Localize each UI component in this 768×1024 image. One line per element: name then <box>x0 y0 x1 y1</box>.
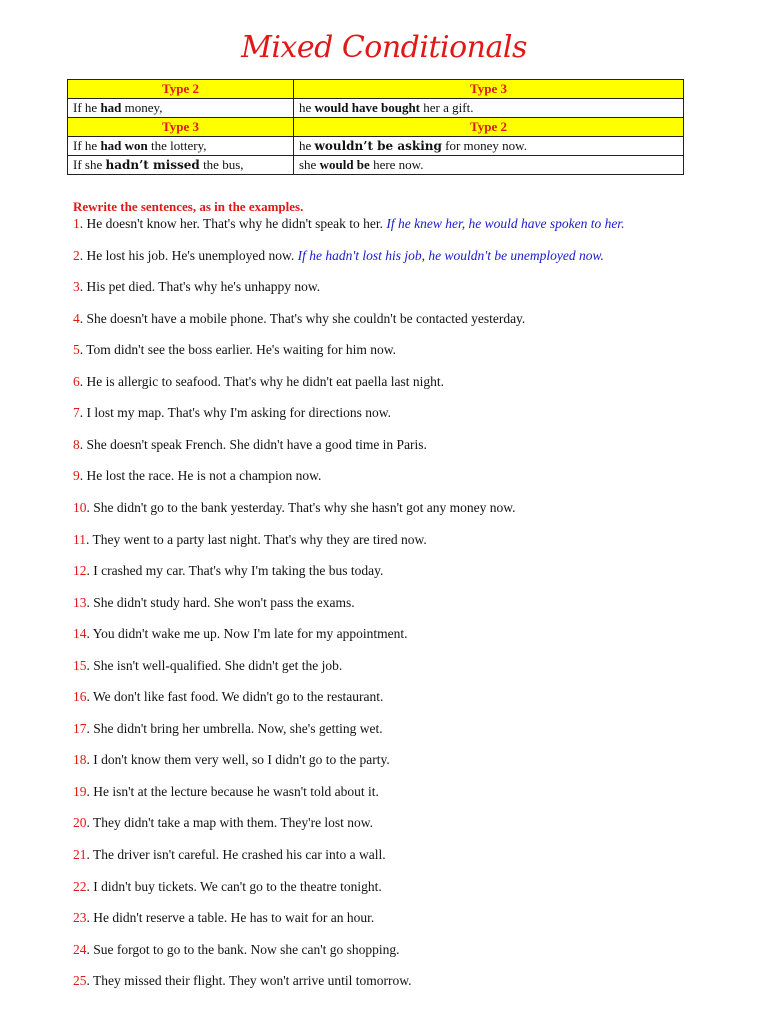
item-sentence: We don't like fast food. We didn't go to the restaurant. <box>89 689 384 705</box>
item-number: 10 <box>73 499 87 515</box>
item-sentence: I crashed my car. That's why I'm taking the bus today. <box>89 563 384 579</box>
item-sentence: He doesn't know her. That's why he didn't speak to her. <box>83 216 387 231</box>
cell-text: money, <box>121 100 163 115</box>
item-sentence: He didn't reserve a table. He has to wait for an hour. <box>89 910 375 926</box>
item-sentence: They went to a party last night. That's why they are tired now. <box>89 531 427 547</box>
item-sentence: His pet died. That's why he's unhappy now. <box>83 279 321 295</box>
item-number-dot: . <box>86 847 90 862</box>
item-number: 6 <box>73 373 80 389</box>
item-sentence: They missed their flight. They won't arrive until tomorrow. <box>89 973 412 989</box>
table-cell <box>68 137 294 156</box>
item-sentence: She didn't go to the bank yesterday. That's why she hasn't got any money now. <box>89 499 516 515</box>
table-cell: Type 3 <box>294 80 684 99</box>
item-number-dot: . <box>86 878 90 894</box>
item-number-dot: . <box>79 310 84 326</box>
item-sentence: She didn't bring her umbrella. Now, she's getting wet. <box>89 720 383 736</box>
item-number: 24 <box>73 941 87 957</box>
item-number: 7 <box>73 405 80 421</box>
item-sentence: Sue forgot to go to the bank. Now she can't go shopping. <box>89 941 400 957</box>
exercise-item <box>73 563 383 579</box>
item-number: 20 <box>73 815 87 831</box>
table-cell <box>294 99 684 118</box>
item-number: 13 <box>73 594 87 610</box>
item-sentence: She didn't study hard. She won't pass the exams. <box>89 594 355 610</box>
item-number-dot: . <box>79 216 84 231</box>
item-number: 12 <box>73 563 87 579</box>
cell-text: for money now. <box>441 138 527 153</box>
item-number-dot: . <box>86 973 90 989</box>
exercise-item <box>73 279 320 295</box>
item-number: 3 <box>73 279 80 295</box>
item-number: 1 <box>73 216 80 231</box>
item-sentence: She doesn't speak French. She didn't have a good time in Paris. <box>83 436 427 452</box>
exercise-item <box>73 689 383 705</box>
item-number: 22 <box>73 878 87 894</box>
cell-text: the lottery, <box>147 138 207 153</box>
item-number-dot: . <box>86 594 90 610</box>
cell-bold-text: had <box>100 100 122 115</box>
exercise-item <box>73 405 391 421</box>
item-sentence: She doesn't have a mobile phone. That's why she couldn't be contacted yesterday. <box>83 310 526 326</box>
item-number-dot: . <box>86 941 90 957</box>
exercise-item <box>73 721 383 737</box>
item-number-dot: . <box>79 468 84 484</box>
item-sentence: You didn't wake me up. Now I'm late for my appointment. <box>89 626 408 642</box>
exercise-item <box>73 342 396 358</box>
page-title: Mixed Conditionals <box>241 30 527 65</box>
item-number-dot: . <box>86 910 90 926</box>
item-number: 4 <box>73 310 80 326</box>
item-sentence: I didn't buy tickets. We can't go to the theatre tonight. <box>89 878 382 894</box>
item-sentence: I don't know them very well, so I didn't go to the party. <box>89 752 390 768</box>
item-number: 18 <box>73 752 87 768</box>
cell-text: her a gift. <box>420 100 474 115</box>
item-number-dot: . <box>86 783 90 799</box>
cell-bold-text: wouldn’t be asking <box>314 139 442 153</box>
exercise-item <box>73 879 382 895</box>
item-number: 8 <box>73 436 80 452</box>
item-sentence: The driver isn't careful. He crashed his car into a wall. <box>89 847 386 862</box>
item-number: 14 <box>73 626 87 642</box>
item-sentence: They didn't take a map with them. They're lost now. <box>89 815 374 831</box>
item-number: 15 <box>73 657 87 673</box>
item-number: 16 <box>73 689 87 705</box>
cell-text: here now. <box>369 157 424 172</box>
table-header-row <box>68 80 684 99</box>
item-number: 25 <box>73 973 87 989</box>
item-sentence: He is allergic to seafood. That's why he didn't eat paella last night. <box>83 373 445 389</box>
table-cell <box>294 137 684 156</box>
exercise-item <box>73 784 379 800</box>
exercise-item <box>73 658 342 674</box>
table-row <box>68 137 684 156</box>
item-answer: If he hadn't lost his job, he wouldn't be unemployed now. <box>297 247 604 263</box>
cell-text: he <box>299 100 315 115</box>
item-number-dot: . <box>79 436 84 452</box>
item-number: 23 <box>73 910 87 926</box>
table-cell: Type 2 <box>294 118 684 137</box>
item-number-dot: . <box>86 815 90 831</box>
table-cell <box>68 99 294 118</box>
exercise-item <box>73 815 373 831</box>
instructions: Rewrite the sentences, as in the examples. <box>73 199 304 214</box>
table-cell <box>68 156 294 175</box>
item-number: 9 <box>73 468 80 484</box>
cell-text: she <box>299 157 320 172</box>
item-number-dot: . <box>79 342 84 358</box>
item-answer: If he knew her, he would have spoken to her. <box>386 216 625 231</box>
cell-text: If he <box>73 138 101 153</box>
cell-text: If she <box>73 157 106 172</box>
exercise-item <box>73 942 400 958</box>
item-number-dot: . <box>86 657 90 673</box>
table-row <box>68 156 684 175</box>
exercise-item <box>73 910 374 926</box>
item-number-dot: . <box>86 531 90 547</box>
exercise-item <box>73 311 525 327</box>
item-number-dot: . <box>79 279 84 295</box>
exercise-item <box>73 626 407 642</box>
exercise-item <box>73 248 604 264</box>
cell-text: the bus, <box>199 157 244 172</box>
exercise-item <box>73 374 444 390</box>
cell-text: If he <box>73 100 101 115</box>
table-cell: Type 2 <box>68 80 294 99</box>
exercise-item <box>73 847 386 863</box>
exercise-item <box>73 532 427 548</box>
conditionals-table <box>67 79 684 175</box>
exercise-item <box>73 752 390 768</box>
item-number-dot: . <box>86 626 90 642</box>
item-number-dot: . <box>86 689 90 705</box>
exercise-item <box>73 216 624 232</box>
item-number-dot: . <box>86 499 90 515</box>
exercise-item <box>73 973 412 989</box>
item-sentence: He lost his job. He's unemployed now. <box>83 247 298 263</box>
exercise-item <box>73 468 321 484</box>
exercise-item <box>73 595 355 611</box>
item-number: 5 <box>73 342 80 358</box>
cell-bold-text: would be <box>319 157 370 172</box>
cell-bold-text: hadn’t missed <box>105 158 200 172</box>
item-number-dot: . <box>79 405 84 421</box>
cell-text: he <box>299 138 315 153</box>
cell-bold-text: had won <box>100 138 148 153</box>
item-number-dot: . <box>79 373 84 389</box>
item-number: 19 <box>73 783 87 799</box>
item-number-dot: . <box>86 752 90 768</box>
item-sentence: Tom didn't see the boss earlier. He's waiting for him now. <box>83 342 396 358</box>
item-sentence: I lost my map. That's why I'm asking for directions now. <box>83 405 391 421</box>
table-cell: Type 3 <box>68 118 294 137</box>
item-sentence: She isn't well-qualified. She didn't get the job. <box>89 657 343 673</box>
table-row <box>68 99 684 118</box>
item-number: 11 <box>73 531 86 547</box>
item-number: 2 <box>73 247 80 263</box>
exercise-item <box>73 437 427 453</box>
table-cell <box>294 156 684 175</box>
table-header-row <box>68 118 684 137</box>
item-number-dot: . <box>86 563 90 579</box>
item-sentence: He isn't at the lecture because he wasn't told about it. <box>89 783 379 799</box>
item-number: 21 <box>73 847 87 862</box>
item-sentence: He lost the race. He is not a champion now. <box>83 468 322 484</box>
item-number-dot: . <box>86 720 90 736</box>
exercise-item <box>73 500 515 516</box>
item-number-dot: . <box>79 247 84 263</box>
item-number: 17 <box>73 720 87 736</box>
cell-bold-text: would have bought <box>314 100 421 115</box>
